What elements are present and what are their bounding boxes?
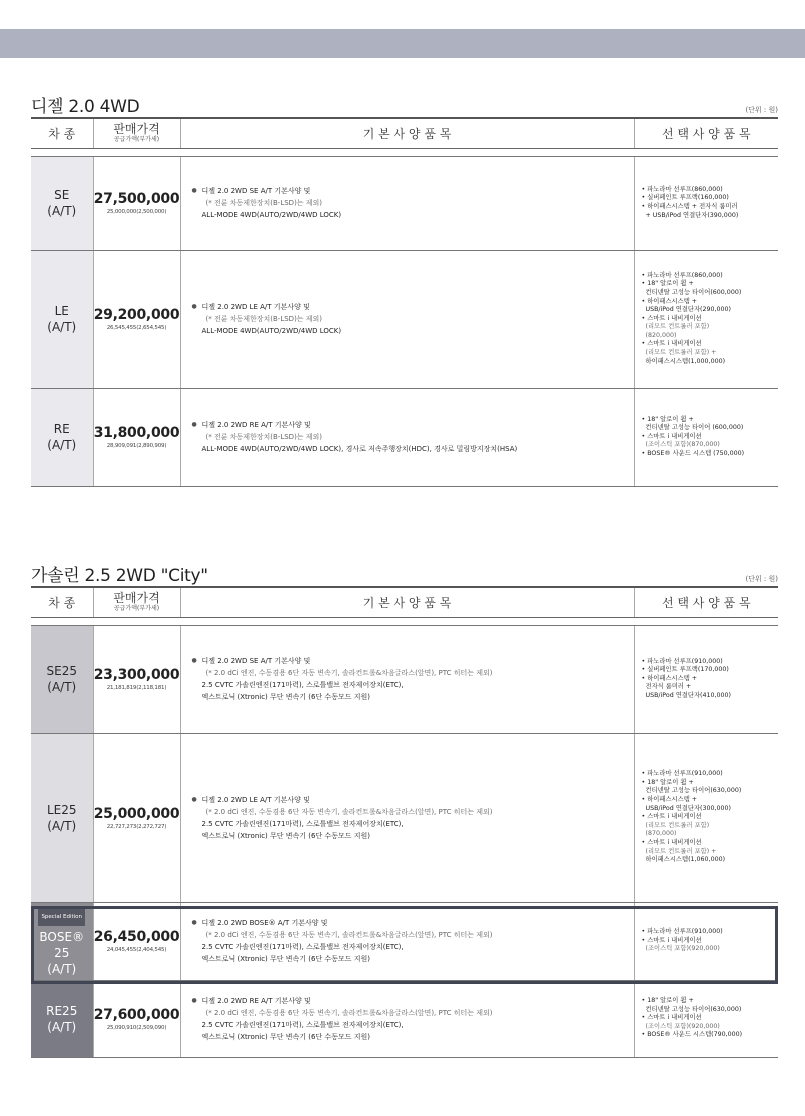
header-price: 판매가격 공급가액(부가세): [93, 587, 180, 617]
table-row: [31, 625, 778, 733]
option-spec-line: 컨티넨탈 고성능 타이어(600,000): [641, 288, 742, 296]
model-transmission: (A/T): [47, 680, 77, 694]
option-spec-line: • 스마트 i 내비게이션: [641, 1014, 702, 1022]
header-options: 선 택 사 양 품 목: [634, 587, 778, 617]
model-cell: [31, 902, 93, 980]
option-spec-line: • 하이패스시스템 +: [641, 297, 698, 305]
basic-spec-cell: [180, 733, 634, 902]
model-name: LE25: [46, 802, 77, 817]
special-edition-badge: Special Edition: [38, 908, 85, 926]
option-spec-line: (조이스틱 포함)(920,000): [641, 945, 720, 953]
basic-spec-cell: [180, 902, 634, 980]
supply-price-vat: 25,090,910(2,509,090): [106, 1024, 167, 1031]
basic-spec-cell: [180, 980, 634, 1057]
basic-spec-line: (* 전륜 차동제한장치(B-LSD)는 제외): [205, 199, 323, 207]
option-spec-line: • 실버페인트 루프랙(170,000): [641, 666, 729, 674]
option-spec-line: 하이패스시스템(1,000,000): [641, 357, 726, 365]
option-spec-line: USB/iPod 연결단자(410,000): [641, 691, 732, 699]
table-spacer-row: [31, 617, 778, 625]
basic-spec-line: 엑스트로닉 (Xtronic) 무단 변속기 (6단 수동모드 지원): [201, 955, 370, 963]
option-spec-line: • 스마트 i 내비게이션: [641, 838, 702, 846]
table-row: [31, 388, 778, 486]
model-cell: [31, 980, 93, 1057]
option-spec-line: USB/iPod 연결단자(300,000): [641, 804, 732, 812]
header-price: 판매가격 공급가액(부가세): [93, 118, 180, 148]
option-spec-line: • 스마트 i 내비게이션: [641, 813, 702, 821]
option-spec-line: • 파노라마 선루프(910,000): [641, 657, 723, 665]
option-spec-cell: [634, 980, 778, 1057]
option-spec-line: • 18" 알로이 휠 +: [641, 778, 694, 786]
basic-spec-line: ALL-MODE 4WD(AUTO/2WD/4WD LOCK): [201, 211, 342, 219]
table-row: [31, 156, 778, 250]
option-spec-line: • 18" 알로이 휠 +: [641, 997, 694, 1005]
table-header-row: [31, 118, 778, 148]
option-spec-cell: [634, 733, 778, 902]
unit-label-gasoline: (단위 : 원): [745, 575, 778, 583]
header-model: 차 종: [31, 587, 93, 617]
option-spec-line: (조이스틱 포함)(920,000): [641, 1022, 720, 1030]
option-spec-line: • 하이패스시스템 +: [641, 674, 698, 682]
basic-spec-cell: [180, 388, 634, 486]
sale-price: 27,600,000: [93, 1006, 180, 1023]
option-spec-line: 하이패스시스템(1,060,000): [641, 856, 726, 864]
model-transmission: (A/T): [47, 1019, 77, 1034]
basic-spec-line: ● 디젤 2.0 2WD LE A/T 기본사양 및: [202, 301, 634, 313]
option-spec-line: • 18" 알로이 휠 +: [641, 415, 694, 423]
diesel-price-table: [31, 117, 778, 487]
option-spec-line: • 18" 알로이 휠 +: [641, 280, 694, 288]
basic-spec-line: 엑스트로닉 (Xtronic) 무단 변속기 (6단 수동모드 지원): [201, 1032, 370, 1041]
option-spec-line: • 파노라마 선루프(860,000): [641, 185, 723, 193]
basic-spec-line: 2.5 CVTC 가솔린엔진(171마력), 스로틀밸브 전자제어장치(ETC),: [201, 681, 404, 689]
option-spec-line: • 스마트 i 내비게이션: [641, 432, 702, 440]
model-cell: [31, 156, 93, 250]
basic-spec-line: ● 디젤 2.0 2WD LE A/T 기본사양 및: [202, 794, 634, 806]
price-cell: [93, 625, 180, 733]
table-row: [31, 902, 778, 980]
model-name: RE25: [46, 1003, 78, 1018]
header-basic: 기 본 사 양 품 목: [180, 118, 634, 148]
option-spec-line: • 파노라마 선루프(860,000): [641, 271, 723, 279]
sale-price: 31,800,000: [93, 425, 180, 441]
option-spec-line: 컨티넨탈 고성능 타이어(630,000): [641, 1005, 742, 1013]
price-cell: [93, 902, 180, 980]
table-row: [31, 733, 778, 902]
model-name: LE: [54, 304, 69, 318]
basic-spec-cell: [180, 625, 634, 733]
price-cell: [93, 250, 180, 388]
unit-label-diesel: (단위 : 원): [745, 106, 778, 114]
model-transmission: (A/T): [47, 961, 77, 976]
sale-price: 26,450,000: [93, 929, 180, 945]
option-spec-line: USB/iPod 연결단자(290,000): [641, 306, 732, 314]
basic-spec-line: 엑스트로닉 (Xtronic) 무단 변속기 (6단 수동모드 지원): [201, 831, 370, 840]
basic-spec-line: ALL-MODE 4WD(AUTO/2WD/4WD LOCK): [201, 327, 342, 335]
option-spec-line: 컨티넨탈 고성능 타이어(630,000): [641, 787, 742, 795]
option-spec-line: (리모트 컨트롤러 포함): [641, 821, 710, 829]
option-spec-cell: [634, 388, 778, 486]
basic-spec-line: ALL-MODE 4WD(AUTO/2WD/4WD LOCK), 경사로 저속주행장치(HDC), 경사로 밀림방지장치(HSA): [201, 445, 518, 453]
basic-spec-line: 2.5 CVTC 가솔린엔진(171마력), 스로틀밸브 전자제어장치(ETC),: [201, 1020, 404, 1029]
option-spec-line: • 실버페인트 루프랙(160,000): [641, 194, 729, 202]
option-spec-cell: [634, 902, 778, 980]
model-cell: [31, 388, 93, 486]
option-spec-line: (리모트 컨트롤러 포함): [641, 323, 710, 331]
option-spec-line: • 스마트 i 내비게이션: [641, 314, 702, 322]
option-spec-line: 전자식 룸미러 +: [641, 683, 692, 691]
model-transmission: (A/T): [47, 438, 77, 452]
supply-price-vat: 24,045,455(2,404,545): [106, 947, 167, 953]
table-header-row: [31, 587, 778, 617]
option-spec-line: (리모트 컨트롤러 포함) +: [641, 349, 717, 357]
option-spec-line: (870,000): [641, 830, 677, 838]
price-cell: [93, 733, 180, 902]
basic-spec-line: ● 디젤 2.0 2WD SE A/T 기본사양 및: [202, 185, 634, 197]
sale-price: 29,200,000: [93, 307, 180, 323]
basic-spec-line: 2.5 CVTC 가솔린엔진(171마력), 스로틀밸브 전자제어장치(ETC),: [201, 819, 404, 828]
basic-spec-line: 엑스트로닉 (Xtronic) 무단 변속기 (6단 수동모드 지원): [201, 693, 370, 701]
basic-spec-line: (* 2.0 dCi 엔진, 수동겸용 6단 자동 변속기, 솔라컨트롤&차음글라스(앞면), PTC 히터는 제외): [205, 807, 493, 816]
model-cell: [31, 625, 93, 733]
basic-spec-cell: [180, 156, 634, 250]
supply-price-vat: 21,181,819(2,118,181): [106, 685, 167, 691]
model-name: BOSE® 25: [39, 929, 85, 960]
option-spec-cell: [634, 156, 778, 250]
price-cell: [93, 388, 180, 486]
model-transmission: (A/T): [47, 818, 77, 833]
price-cell: [93, 980, 180, 1057]
model-name: SE: [54, 188, 70, 202]
model-cell: [31, 250, 93, 388]
table-row: [31, 980, 778, 1057]
option-spec-cell: [634, 250, 778, 388]
option-spec-line: • 하이패스시스템 +: [641, 796, 698, 804]
section-title-diesel: 디젤 2.0 4WD: [31, 97, 140, 117]
table-spacer-cell: [31, 617, 778, 625]
sale-price: 23,300,000: [93, 667, 180, 683]
model-name: RE: [53, 422, 70, 436]
header-model: 차 종: [31, 118, 93, 148]
option-spec-line: (리모트 컨트롤러 포함) +: [641, 847, 717, 855]
basic-spec-line: 2.5 CVTC 가솔린엔진(171마력), 스로틀밸브 전자제어장치(ETC),: [201, 943, 404, 951]
model-transmission: (A/T): [47, 204, 77, 218]
sale-price: 25,000,000: [93, 805, 180, 822]
section-title-gasoline: 가솔린 2.5 2WD "City": [31, 566, 208, 586]
option-spec-line: • 스마트 i 내비게이션: [641, 340, 702, 348]
model-transmission: (A/T): [47, 320, 77, 334]
option-spec-line: • BOSE® 사운드 시스템 (750,000): [641, 449, 745, 457]
option-spec-cell: [634, 625, 778, 733]
supply-price-vat: 28,909,091(2,890,909): [106, 443, 167, 449]
supply-price-vat: 26,545,455(2,654,545): [106, 325, 167, 331]
price-cell: [93, 156, 180, 250]
basic-spec-line: ● 디젤 2.0 2WD BOSE® A/T 기본사양 및: [202, 917, 634, 929]
basic-spec-line: ● 디젤 2.0 2WD RE A/T 기본사양 및: [202, 995, 634, 1007]
basic-spec-line: (* 2.0 dCi 엔진, 수동겸용 6단 자동 변속기, 솔라컨트롤&차음글라스(앞면), PTC 히터는 제외): [205, 931, 493, 939]
header-options: 선 택 사 양 품 목: [634, 118, 778, 148]
basic-spec-line: (* 전륜 차동제한장치(B-LSD)는 제외): [205, 315, 323, 323]
supply-price-vat: 22,727,273(2,272,727): [106, 823, 167, 830]
option-spec-line: 컨티넨탈 고성능 타이어 (600,000): [641, 424, 744, 432]
gasoline-price-table: [31, 586, 778, 1058]
supply-price-vat: 25,000,000(2,500,000): [106, 209, 167, 215]
header-basic: 기 본 사 양 품 목: [180, 587, 634, 617]
basic-spec-line: (* 2.0 dCi 엔진, 수동겸용 6단 자동 변속기, 솔라컨트롤&차음글라스(앞면), PTC 히터는 제외): [205, 669, 493, 677]
option-spec-line: (820,000): [641, 331, 677, 339]
basic-spec-cell: [180, 250, 634, 388]
basic-spec-line: ● 디젤 2.0 2WD SE A/T 기본사양 및: [202, 655, 634, 667]
option-spec-line: (조이스틱 포함)(870,000): [641, 441, 720, 449]
table-row: [31, 250, 778, 388]
table-spacer-row: [31, 148, 778, 156]
option-spec-line: • 하이패스시스템 + 전자식 룸미러: [641, 203, 738, 210]
model-cell: [31, 733, 93, 902]
option-spec-line: • BOSE® 사운드 시스템(790,000): [641, 1031, 743, 1039]
option-spec-line: • 스마트 i 내비게이션: [641, 936, 702, 944]
option-spec-line: + USB/iPod 연결단자(390,000): [641, 211, 739, 219]
basic-spec-line: (* 2.0 dCi 엔진, 수동겸용 6단 자동 변속기, 솔라컨트롤&차음글라스(앞면), PTC 히터는 제외): [205, 1008, 493, 1017]
basic-spec-line: (* 전륜 차동제한장치(B-LSD)는 제외): [205, 433, 323, 441]
sale-price: 27,500,000: [93, 191, 180, 207]
top-banner-bar: [0, 29, 805, 58]
table-spacer-cell: [31, 148, 778, 156]
option-spec-line: • 파노라마 선루프(910,000): [641, 928, 723, 936]
basic-spec-line: ● 디젤 2.0 2WD RE A/T 기본사양 및: [202, 419, 634, 431]
model-name: SE25: [46, 664, 77, 678]
option-spec-line: • 파노라마 선루프(910,000): [641, 770, 723, 778]
